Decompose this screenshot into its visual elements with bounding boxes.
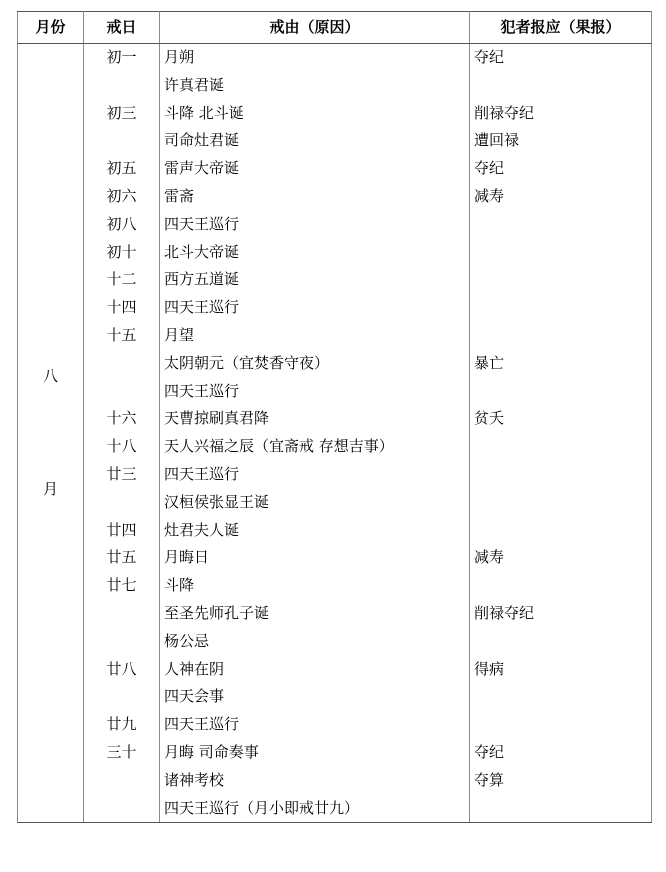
result-cell: 减寿 xyxy=(470,183,652,211)
reason-cell: 诸神考校 xyxy=(160,767,470,795)
result-cell xyxy=(470,72,652,100)
header-day: 戒日 xyxy=(84,12,160,44)
table-row xyxy=(18,600,652,628)
reason-cell: 月晦日 xyxy=(160,544,470,572)
table-row xyxy=(18,127,652,155)
reason-cell: 月晦 司命奏事 xyxy=(160,739,470,767)
day-cell xyxy=(84,683,160,711)
reason-cell: 四天王巡行 xyxy=(160,378,470,406)
table-row xyxy=(18,683,652,711)
month-char-1: 八 xyxy=(42,367,58,386)
result-cell: 暴亡 xyxy=(470,350,652,378)
result-cell xyxy=(470,239,652,267)
day-cell: 初六 xyxy=(84,183,160,211)
reason-cell: 斗降 北斗诞 xyxy=(160,100,470,128)
table-row xyxy=(18,294,652,322)
day-cell: 十六 xyxy=(84,405,160,433)
day-cell: 廿八 xyxy=(84,656,160,684)
header-reason: 戒由（原因） xyxy=(160,12,470,44)
table-row xyxy=(18,656,652,684)
result-cell xyxy=(470,461,652,489)
table-row xyxy=(18,739,652,767)
result-cell: 减寿 xyxy=(470,544,652,572)
result-cell: 遭回禄 xyxy=(470,127,652,155)
precept-table-container xyxy=(17,11,652,823)
result-cell xyxy=(470,711,652,739)
reason-cell: 至圣先师孔子诞 xyxy=(160,600,470,628)
header-row xyxy=(18,12,652,44)
result-cell: 削禄夺纪 xyxy=(470,600,652,628)
reason-cell: 人神在阴 xyxy=(160,656,470,684)
table-row xyxy=(18,72,652,100)
table-row xyxy=(18,211,652,239)
result-cell xyxy=(470,628,652,656)
day-cell: 三十 xyxy=(84,739,160,767)
result-cell xyxy=(470,489,652,517)
day-cell: 十五 xyxy=(84,322,160,350)
reason-cell: 灶君夫人诞 xyxy=(160,517,470,545)
reason-cell: 四天会事 xyxy=(160,683,470,711)
reason-cell: 雷斋 xyxy=(160,183,470,211)
result-cell xyxy=(470,294,652,322)
reason-cell: 天人兴福之辰（宜斋戒 存想吉事） xyxy=(160,433,470,461)
result-cell xyxy=(470,322,652,350)
day-cell xyxy=(84,795,160,823)
reason-cell: 司命灶君诞 xyxy=(160,127,470,155)
table-row xyxy=(18,322,652,350)
day-cell xyxy=(84,628,160,656)
table-row xyxy=(18,183,652,211)
reason-cell: 四天王巡行 xyxy=(160,711,470,739)
day-cell xyxy=(84,767,160,795)
table-row xyxy=(18,266,652,294)
table-row xyxy=(18,405,652,433)
result-cell xyxy=(470,795,652,823)
result-cell xyxy=(470,433,652,461)
day-cell: 十四 xyxy=(84,294,160,322)
table-row xyxy=(18,517,652,545)
reason-cell: 雷声大帝诞 xyxy=(160,155,470,183)
day-cell: 初十 xyxy=(84,239,160,267)
result-cell: 削禄夺纪 xyxy=(470,100,652,128)
result-cell xyxy=(470,517,652,545)
result-cell xyxy=(470,572,652,600)
day-cell: 十八 xyxy=(84,433,160,461)
result-cell xyxy=(470,378,652,406)
table-row xyxy=(18,378,652,406)
result-cell xyxy=(470,211,652,239)
table-row xyxy=(18,100,652,128)
day-cell xyxy=(84,350,160,378)
table-row xyxy=(18,461,652,489)
table-row xyxy=(18,239,652,267)
day-cell: 初八 xyxy=(84,211,160,239)
month-char-2: 月 xyxy=(42,480,58,499)
day-cell: 廿五 xyxy=(84,544,160,572)
result-cell: 夺纪 xyxy=(470,739,652,767)
reason-cell: 斗降 xyxy=(160,572,470,600)
day-cell: 廿四 xyxy=(84,517,160,545)
day-cell: 初五 xyxy=(84,155,160,183)
reason-cell: 北斗大帝诞 xyxy=(160,239,470,267)
reason-cell: 西方五道诞 xyxy=(160,266,470,294)
reason-cell: 四天王巡行 xyxy=(160,461,470,489)
result-cell: 夺纪 xyxy=(470,44,652,72)
result-cell: 夺算 xyxy=(470,767,652,795)
reason-cell: 太阴朝元（宜焚香守夜） xyxy=(160,350,470,378)
reason-cell: 月望 xyxy=(160,322,470,350)
reason-cell: 四天王巡行（月小即戒廿九） xyxy=(160,795,470,823)
day-cell: 十二 xyxy=(84,266,160,294)
month-cell xyxy=(18,44,84,823)
day-cell xyxy=(84,489,160,517)
result-cell: 夺纪 xyxy=(470,155,652,183)
result-cell: 贫夭 xyxy=(470,405,652,433)
day-cell: 廿九 xyxy=(84,711,160,739)
day-cell xyxy=(84,378,160,406)
table-body xyxy=(18,44,652,823)
header-month: 月份 xyxy=(18,12,84,44)
table-row xyxy=(18,572,652,600)
result-cell xyxy=(470,683,652,711)
table-row xyxy=(18,433,652,461)
table-row xyxy=(18,711,652,739)
reason-cell: 许真君诞 xyxy=(160,72,470,100)
table-row xyxy=(18,628,652,656)
day-cell: 廿三 xyxy=(84,461,160,489)
table-row xyxy=(18,44,652,72)
day-cell: 初一 xyxy=(84,44,160,72)
day-cell xyxy=(84,72,160,100)
day-cell: 廿七 xyxy=(84,572,160,600)
reason-cell: 月朔 xyxy=(160,44,470,72)
result-cell xyxy=(470,266,652,294)
reason-cell: 四天王巡行 xyxy=(160,294,470,322)
precept-table xyxy=(17,11,652,823)
reason-cell: 汉桓侯张显王诞 xyxy=(160,489,470,517)
table-row xyxy=(18,767,652,795)
day-cell: 初三 xyxy=(84,100,160,128)
table-row xyxy=(18,155,652,183)
result-cell: 得病 xyxy=(470,656,652,684)
day-cell xyxy=(84,127,160,155)
table-row xyxy=(18,795,652,823)
reason-cell: 天曹掠刷真君降 xyxy=(160,405,470,433)
table-row xyxy=(18,489,652,517)
header-result: 犯者报应（果报） xyxy=(470,12,652,44)
table-row xyxy=(18,544,652,572)
table-row xyxy=(18,350,652,378)
reason-cell: 杨公忌 xyxy=(160,628,470,656)
day-cell xyxy=(84,600,160,628)
reason-cell: 四天王巡行 xyxy=(160,211,470,239)
